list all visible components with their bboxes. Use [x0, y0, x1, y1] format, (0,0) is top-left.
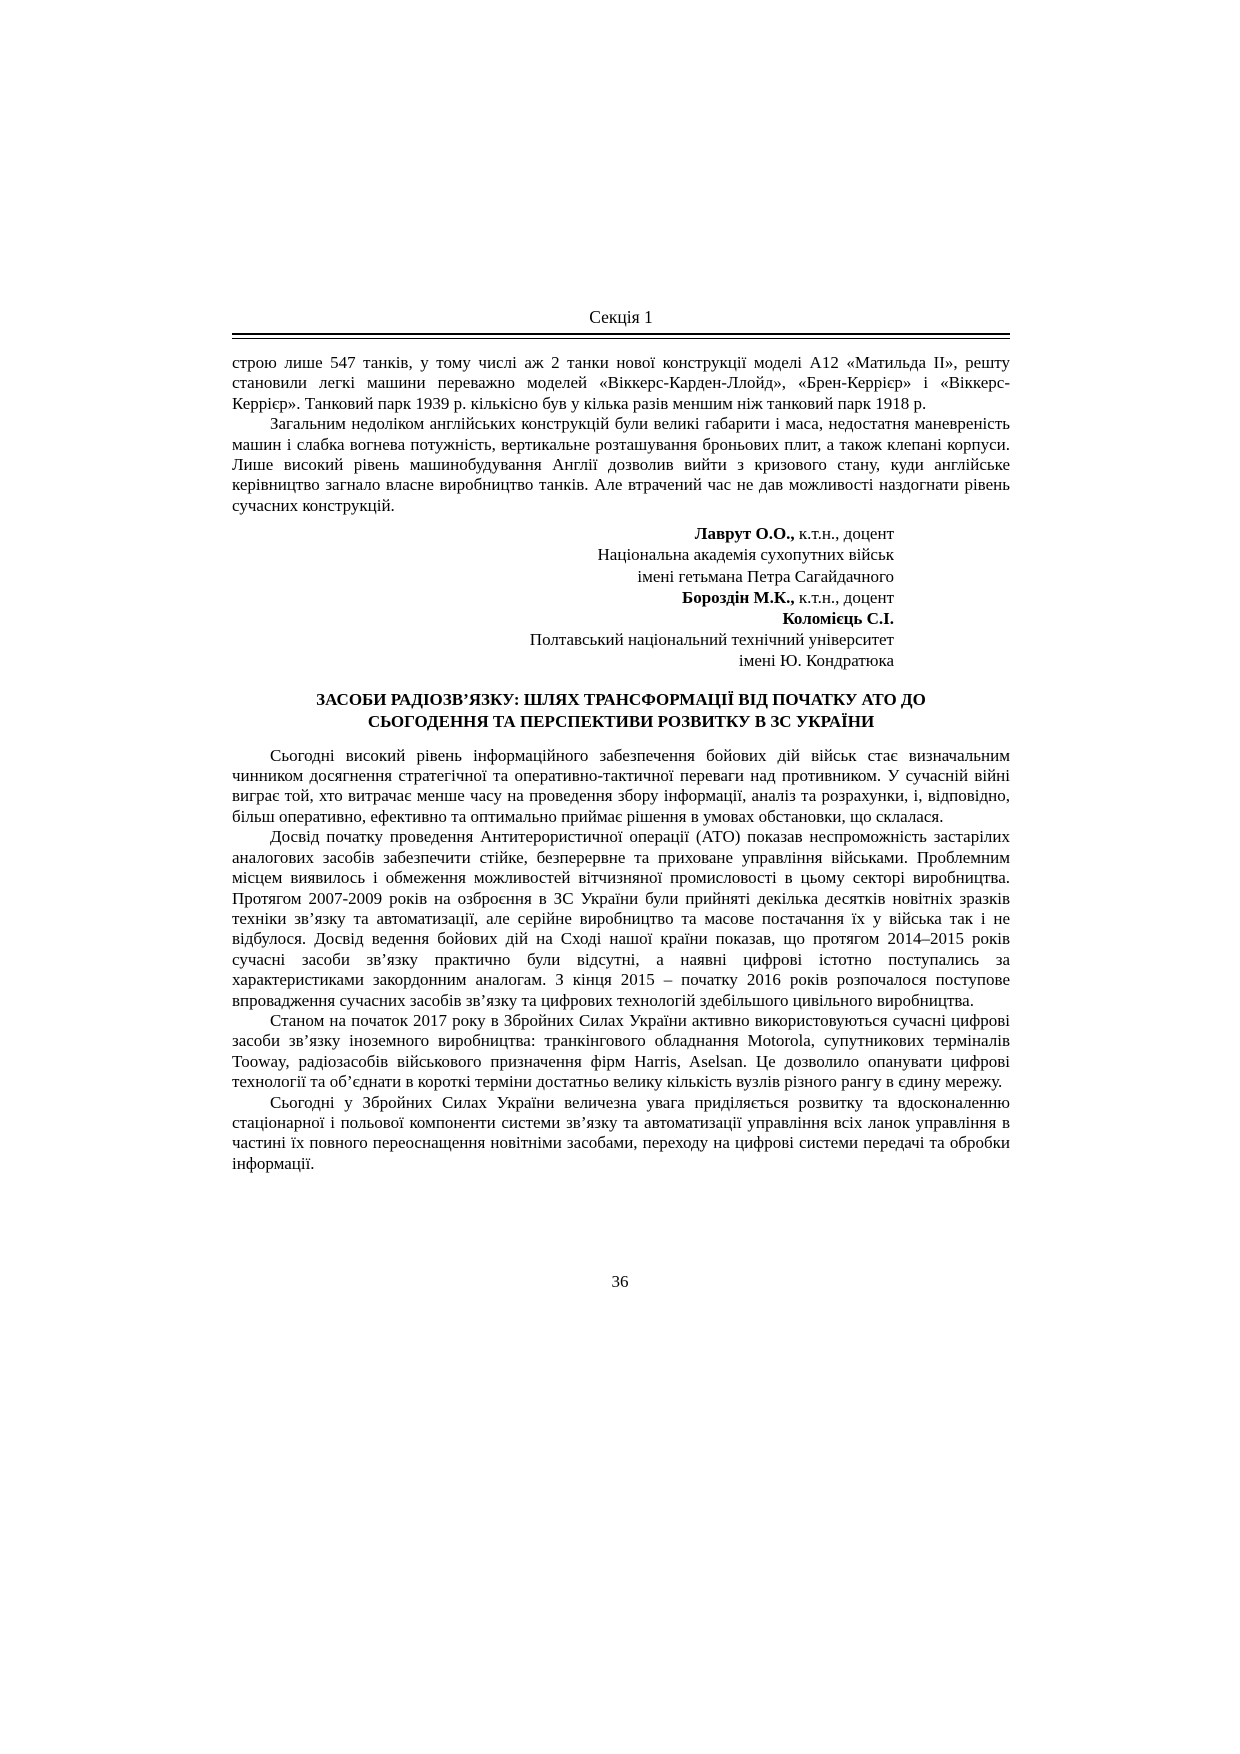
section-header: Секція 1: [589, 307, 653, 327]
continuation-paragraph-1: строю лише 547 танків, у тому числі аж 2 танки нової конструкції моделі А12 «Матильда ІІ», решту становили легкі машини переважно моделей «Віккерс-Карден-Ллойд», «Брен-Керрієр» і «Віккерс-Керрієр». Танковий парк 1939 р. кількісно був у кілька разів меншим ніж танковий парк 1918 р.: [232, 353, 1010, 413]
author-affiliation-line: [232, 629, 894, 650]
article-paragraph-1: Сьогодні високий рівень інформаційного забезпечення бойових дій військ стає визначальним чинником досягнення стратегічної та оперативно-тактичної переваги над противником. У сучасній війні виграє той, хто витрачає менше часу на проведення збору інформації, аналіз та розрахунки, і, відповідно, більш оперативно, ефективно та оптимально приймає рішення в умовах обстановки, що склалася.: [232, 745, 1010, 826]
author-line: [232, 587, 894, 608]
author-affiliation-line: [232, 650, 894, 671]
author-affiliation-line: [232, 544, 894, 565]
continuation-paragraph-2: Загальним недоліком англійських конструкцій були великі габарити і маса, недостатня маневреність машин і слабка вогнева потужність, вертикальне розташування броньових плит, а також клепані корпуси. Лише високий рівень машинобудування Англії дозволив вийти з кризового стану, куди англійське керівництво загнало власне виробництво танків. Але втрачений час не дав можливості наздогнати рівень сучасних конструкцій.: [232, 414, 1010, 515]
author-line: [232, 608, 894, 629]
page-number: 36: [611, 1272, 629, 1291]
affiliation-text: Національна академія сухопутних військ: [597, 545, 894, 565]
affiliation-text: імені Ю. Кондратюка: [738, 651, 894, 671]
author-degree: к.т.н., доцент: [794, 587, 894, 607]
page-content: [232, 306, 1010, 1174]
author-name: Лаврут О.О.,: [694, 524, 795, 544]
article-paragraph-4: Сьогодні у Збройних Силах України величезна увага приділяється розвитку та вдосконаленню стаціонарної і польової компоненти системи зв’язку та автоматизації управління всіх ланок управління в частині їх повного переоснащення новітніми засобами, переходу на цифрові системи передачі та обробки інформації.: [232, 1092, 1010, 1173]
affiliation-text: імені гетьмана Петра Сагайдачного: [637, 566, 894, 586]
header-divider-rule: [232, 333, 1010, 339]
author-line: [232, 523, 894, 544]
article-paragraph-3: Станом на початок 2017 року в Збройних Силах України активно використовуються сучасні цифрові засоби зв’язку іноземного виробництва: транкінгового обладнання Motorola, супутникових терміналів Tooway, радіозасобів військового призначення фірм Harris, Aselsan. Це дозволило опанувати цифрові технології та об’єднати в короткі терміни достатньо велику кількість вузлів різного рангу в єдину мережу.: [232, 1010, 1010, 1092]
article-title-line-2: СЬОГОДЕННЯ ТА ПЕРСПЕКТИВИ РОЗВИТКУ В ЗС УКРАЇНИ: [367, 711, 875, 731]
authors-block: [232, 523, 1010, 671]
article-paragraph-2: Досвід початку проведення Антитерористичної операції (АТО) показав неспроможність застарілих аналогових засобів забезпечити стійке, безперервне та приховане управління військами. Проблемним місцем виявилось і обмеження можливостей вітчизняної промисловості в цьому секторі виробництва. Протягом 2007-2009 років на озброєння в ЗС України були прийняті декілька десятків новітніх зразків техніки зв’язку та автоматизації, але серійне виробництво та масове постачання їх у війська так і не відбулося. Досвід ведення бойових дій на Сході нашої країни показав, що протягом 2014–2015 років сучасні засоби зв’язку практично були відсутні, а наявні цифрові істотно поступались за характеристиками закордонним аналогам. З кінця 2015 – початку 2016 років розпочалося поступове впровадження сучасних засобів зв’язку та цифрових технологій здебільшого цивільного виробництва.: [232, 827, 1010, 1010]
author-degree: к.т.н., доцент: [794, 524, 894, 544]
article-title-line-1: ЗАСОБИ РАДІОЗВ’ЯЗКУ: ШЛЯХ ТРАНСФОРМАЦІЇ ВІД ПОЧАТКУ АТО ДО: [316, 689, 926, 709]
author-affiliation-line: [232, 566, 894, 587]
affiliation-text: Полтавський національний технічний університет: [529, 630, 894, 650]
author-name: Бороздін М.К.,: [681, 587, 795, 607]
article-title: [232, 689, 1010, 733]
author-name: Коломієць С.І.: [782, 609, 894, 629]
